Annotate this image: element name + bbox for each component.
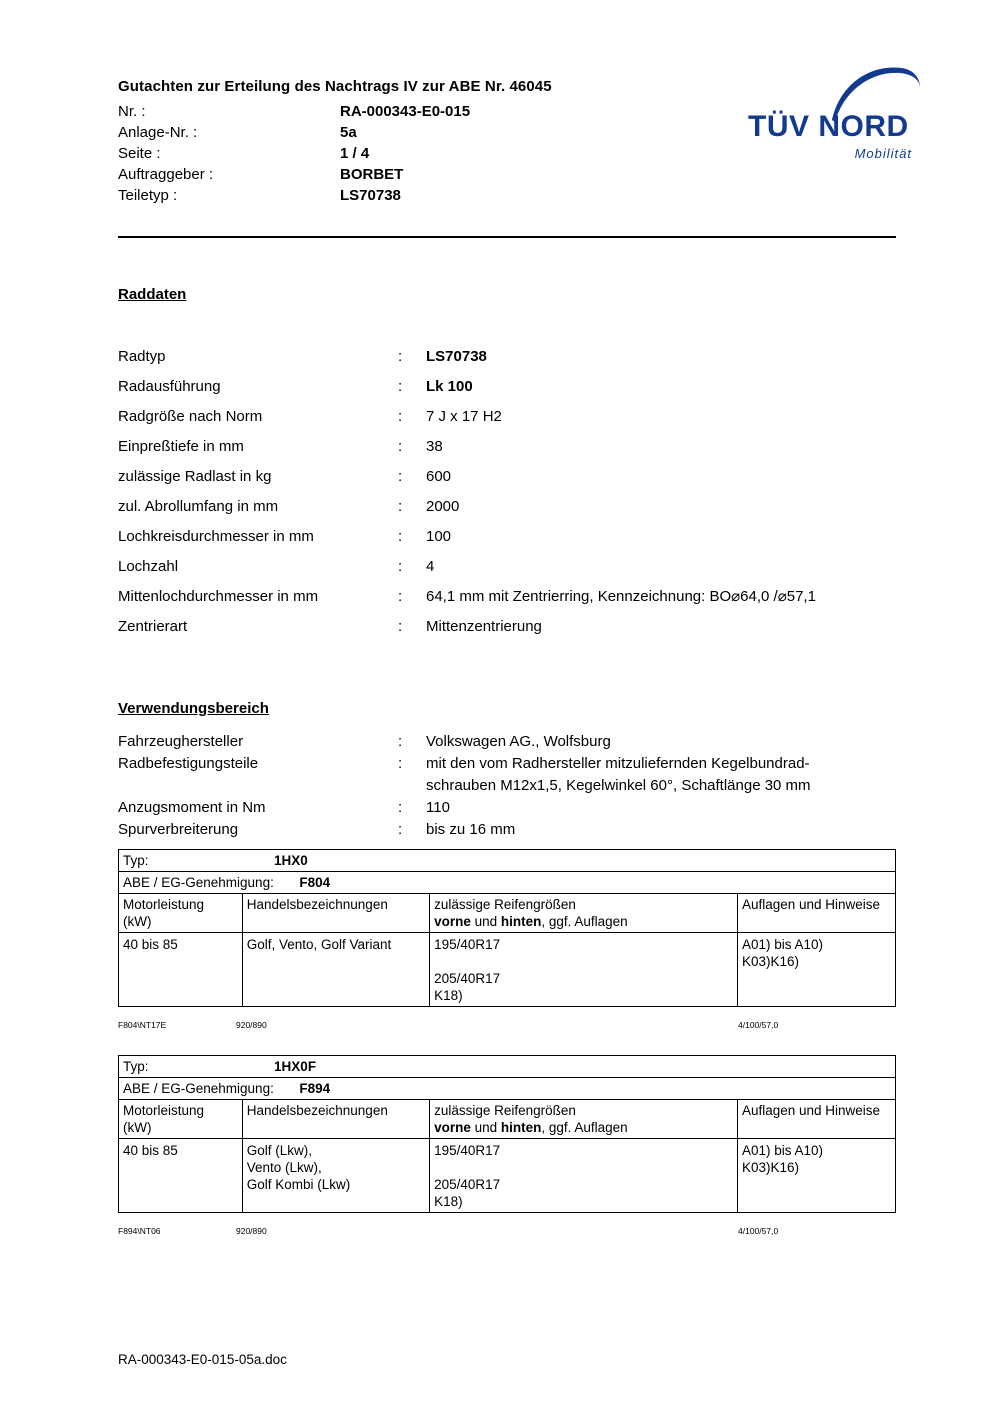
typ-label: Typ:: [123, 853, 149, 868]
abe-value: F894: [299, 1081, 331, 1096]
abe-cell: [119, 872, 896, 894]
kv-separator: :: [398, 558, 403, 575]
meta-row-teiletyp: [118, 185, 878, 206]
kv-value: Volkswagen AG., Wolfsburg: [426, 733, 611, 750]
cell-tyre-sizes: [430, 933, 738, 1007]
table-row-typ: [119, 850, 896, 872]
footnote-right: 4/100/57,0: [738, 1020, 779, 1030]
header-power-line1: Motorleistung: [123, 897, 205, 912]
kv-key: Fahrzeughersteller: [118, 733, 244, 750]
tyre-spacer: [434, 1159, 733, 1176]
kv-value: LS70738: [426, 348, 487, 365]
kv-row-anzugsmoment: [118, 797, 908, 819]
kv-key: Radgröße nach Norm: [118, 408, 263, 425]
kv-separator: :: [398, 348, 403, 365]
kv-row-fahrzeughersteller: [118, 731, 908, 753]
kv-row-lochkreisdurchmesser: [118, 522, 908, 552]
tyre-note: K18): [434, 1194, 463, 1209]
header-tyre-rear: hinten: [500, 914, 542, 929]
abe-label: ABE / EG-Genehmigung:: [123, 1081, 274, 1096]
kv-separator: :: [398, 498, 403, 515]
cell-trade-names: [242, 1139, 429, 1213]
tyre-size-2: 205/40R17: [434, 971, 501, 986]
abe-cell: [119, 1078, 896, 1100]
kv-key: Mittenlochdurchmesser in mm: [118, 588, 319, 605]
kv-value: 64,1 mm mit Zentrierring, Kennzeichnung: BO⌀64,0 /⌀57,1: [426, 588, 816, 605]
kv-key: zulässige Radlast in kg: [118, 468, 272, 485]
meta-value: BORBET: [340, 166, 404, 183]
abe-value: F804: [299, 875, 331, 890]
kv-separator: :: [398, 528, 403, 545]
raddaten-list: [118, 342, 908, 642]
note-line-1: A01) bis A10): [741, 1143, 823, 1158]
header-divider: [118, 236, 896, 238]
tuv-nord-logo: [738, 62, 918, 172]
cell-tyre-sizes: [430, 1139, 738, 1213]
kv-separator: :: [398, 408, 403, 425]
page-title: Gutachten zur Erteilung des Nachtrags IV zur ABE Nr. 46045: [118, 78, 552, 95]
typ-cell: [119, 850, 896, 872]
typ-value: 1HX0F: [274, 1059, 317, 1074]
logo-wordmark: TÜV NORD: [748, 110, 909, 143]
cell-notes: [737, 933, 895, 1007]
kv-value: 600: [426, 468, 452, 485]
table-footnote-2: [118, 1226, 896, 1237]
kv-row-radtyp: [118, 342, 908, 372]
meta-value: 5a: [340, 124, 357, 141]
tyre-spacer: [434, 953, 733, 970]
kv-value-line1: mit den vom Radhersteller mitzuliefernden Kegelbundrad-: [426, 755, 810, 772]
kv-row-radbefestigungsteile: [118, 753, 908, 797]
kv-value: 38: [426, 438, 443, 455]
kv-value: 100: [426, 528, 452, 545]
trade-line-1: Golf (Lkw),: [246, 1143, 312, 1158]
footnote-blank: [418, 1020, 738, 1031]
header-tyre-sizes: [430, 1100, 738, 1139]
typ-label: Typ:: [123, 1059, 149, 1074]
kv-row-mittenlochdurchmesser: [118, 582, 908, 612]
cell-notes: [737, 1139, 895, 1213]
kv-key: Spurverbreiterung: [118, 821, 239, 838]
trade-line-3: Golf Kombi (Lkw): [246, 1177, 351, 1192]
header-tyre-line1: zulässige Reifengrößen: [434, 1103, 576, 1118]
kv-value-line2: schrauben M12x1,5, Kegelwinkel 60°, Schaftlänge 30 mm: [426, 777, 811, 794]
kv-separator: :: [398, 378, 403, 395]
table-row-abe: [119, 872, 896, 894]
note-line-1: A01) bis A10): [741, 937, 823, 952]
kv-value: 2000: [426, 498, 460, 515]
tyre-size-1: 195/40R17: [434, 937, 501, 952]
document-footer-filename: RA-000343-E0-015-05a.doc: [118, 1352, 287, 1367]
kv-separator: :: [398, 821, 403, 838]
tyre-note: K18): [434, 988, 463, 1003]
header-power: [119, 1100, 243, 1139]
kv-key: Zentrierart: [118, 618, 188, 635]
kv-value-group: [426, 753, 908, 797]
kv-key: Radtyp: [118, 348, 166, 365]
table-row: [119, 933, 896, 1007]
kv-row-abrollumfang: [118, 492, 908, 522]
kv-separator: :: [398, 799, 403, 816]
section-title-raddaten: Raddaten: [118, 286, 187, 303]
cell-power: 40 bis 85: [119, 933, 243, 1007]
header-tyre-front: vorne: [434, 914, 471, 929]
footnote-right: 4/100/57,0: [738, 1226, 779, 1236]
kv-value: Mittenzentrierung: [426, 618, 542, 635]
header-tyre-line1: zulässige Reifengrößen: [434, 897, 576, 912]
kv-row-radlast: [118, 462, 908, 492]
kv-row-radgroesse: [118, 402, 908, 432]
kv-separator: :: [398, 468, 403, 485]
kv-key: Einpreßtiefe in mm: [118, 438, 244, 455]
verwendungsbereich-list: [118, 731, 908, 841]
header-power: [119, 894, 243, 933]
header-tyre-sizes: [430, 894, 738, 933]
cell-trade-names: Golf, Vento, Golf Variant: [242, 933, 429, 1007]
header-notes: Auflagen und Hinweise: [737, 894, 895, 933]
kv-row-einpresstiefe: [118, 432, 908, 462]
meta-label: Seite :: [118, 145, 161, 162]
kv-row-spurverbreiterung: [118, 819, 908, 841]
meta-label: Anlage-Nr. :: [118, 124, 198, 141]
footnote-mid: 920/890: [236, 1020, 267, 1030]
kv-row-zentrierart: [118, 612, 908, 642]
footnote-left: F804\NT17E: [118, 1020, 167, 1030]
kv-value: 7 J x 17 H2: [426, 408, 502, 425]
table-header-row: [119, 894, 896, 933]
kv-separator: :: [398, 438, 403, 455]
trade-line-2: Vento (Lkw),: [246, 1160, 322, 1175]
header-tyre-and: und: [470, 1120, 501, 1135]
header-tyre-suffix: , ggf. Auflagen: [541, 1120, 628, 1135]
kv-separator: :: [398, 588, 403, 605]
footnote-mid: 920/890: [236, 1226, 267, 1236]
header-tyre-front: vorne: [434, 1120, 471, 1135]
table-row: [119, 1139, 896, 1213]
header-tyre-and: und: [470, 914, 501, 929]
meta-label: Teiletyp :: [118, 187, 178, 204]
vehicle-table-1HX0: [118, 849, 896, 1007]
kv-value: Lk 100: [426, 378, 473, 395]
logo-subtitle: Mobilität: [854, 146, 912, 161]
kv-value: 4: [426, 558, 435, 575]
header-trade-names: Handelsbezeichnungen: [242, 1100, 429, 1139]
header-power-line2: (kW): [123, 1120, 152, 1135]
table-footnote-1: [118, 1020, 896, 1031]
meta-label: Auftraggeber :: [118, 166, 214, 183]
header-trade-names: Handelsbezeichnungen: [242, 894, 429, 933]
kv-key: zul. Abrollumfang in mm: [118, 498, 279, 515]
typ-value: 1HX0: [274, 853, 308, 868]
kv-separator: :: [398, 755, 403, 772]
kv-key: Anzugsmoment in Nm: [118, 799, 266, 816]
kv-separator: :: [398, 618, 403, 635]
kv-row-radausfuehrung: [118, 372, 908, 402]
kv-value: bis zu 16 mm: [426, 821, 516, 838]
kv-row-lochzahl: [118, 552, 908, 582]
kv-separator: :: [398, 733, 403, 750]
kv-key: Radausführung: [118, 378, 221, 395]
kv-key: Radbefestigungsteile: [118, 755, 259, 772]
kv-key: Lochkreisdurchmesser in mm: [118, 528, 314, 545]
meta-value: 1 / 4: [340, 145, 370, 162]
header-power-line1: Motorleistung: [123, 1103, 205, 1118]
tyre-size-2: 205/40R17: [434, 1177, 501, 1192]
table-row-typ: [119, 1056, 896, 1078]
kv-value: 110: [426, 799, 450, 816]
cell-power: 40 bis 85: [119, 1139, 243, 1213]
header-tyre-rear: hinten: [500, 1120, 542, 1135]
typ-cell: [119, 1056, 896, 1078]
header-tyre-suffix: , ggf. Auflagen: [541, 914, 628, 929]
table-header-row: [119, 1100, 896, 1139]
footnote-left: F894\NT06: [118, 1226, 161, 1236]
header-power-line2: (kW): [123, 914, 152, 929]
meta-value: RA-000343-E0-015: [340, 103, 471, 120]
section-title-verwendungsbereich: Verwendungsbereich: [118, 700, 269, 717]
meta-value: LS70738: [340, 187, 401, 204]
header-notes: Auflagen und Hinweise: [737, 1100, 895, 1139]
note-line-2: K03)K16): [741, 954, 799, 969]
meta-label: Nr. :: [118, 103, 146, 120]
vehicle-table-1HX0F: [118, 1055, 896, 1213]
tyre-size-1: 195/40R17: [434, 1143, 501, 1158]
footnote-blank: [418, 1226, 738, 1237]
kv-key: Lochzahl: [118, 558, 179, 575]
table-row-abe: [119, 1078, 896, 1100]
note-line-2: K03)K16): [741, 1160, 799, 1175]
abe-label: ABE / EG-Genehmigung:: [123, 875, 274, 890]
